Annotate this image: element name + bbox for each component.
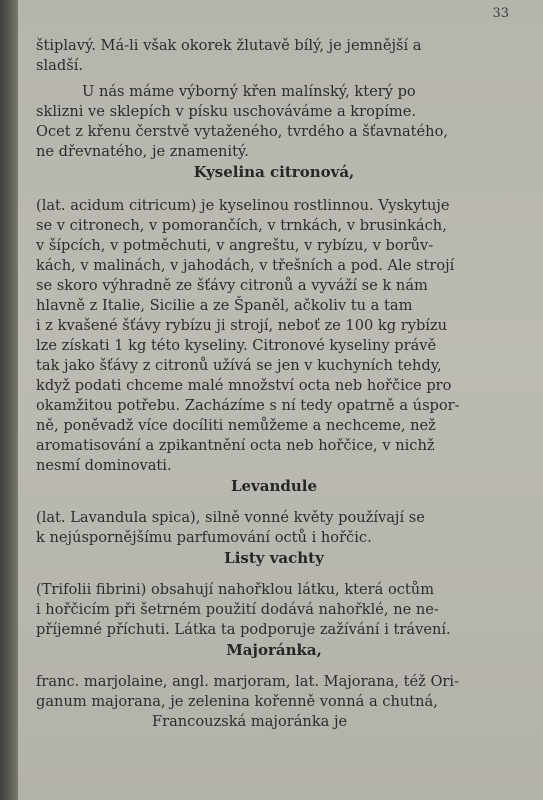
section-body (36, 508, 512, 548)
text-line: příjemné příchuti. Látka ta podporuje zažívání i trávení. (36, 621, 451, 638)
section-body (36, 672, 512, 732)
page-content (36, 36, 512, 732)
page-number: 33 (492, 6, 509, 21)
text-line: Ocet z křenu čerstvě vytaženého, tvrdého a šťavnatého, (36, 123, 448, 140)
section-heading: Levandule (230, 477, 318, 495)
text-line: i hořčicím při šetrném použití dodává nahořklé, ne ne- (36, 601, 439, 618)
text-line: se skoro výhradně ze šťávy citronů a vyváží se k nám (36, 277, 428, 294)
section-body (36, 196, 512, 476)
section-heading: Listy vachty (224, 549, 324, 567)
text-line: když podati chceme malé množství octa neb hořčice pro (36, 377, 452, 394)
text-line: (Trifolii fibrini) obsahují nahořklou látku, která octům (36, 581, 435, 598)
text-line: lze získati 1 kg této kyseliny. Citronové kyseliny právě (36, 337, 437, 354)
text-line: tak jako šťávy z citronů užívá se jen v kuchyních tehdy, (36, 357, 442, 374)
text-line: okamžitou potřebu. Zacházíme s ní tedy opatrně a úspor- (36, 397, 460, 414)
section-body (36, 580, 512, 640)
text-line: aromatisování a zpikantnění octa neb hořčice, v nichž (36, 437, 435, 454)
text-line: (lat. Lavandula spica), silně vonné květy používají se (36, 509, 425, 526)
book-page (18, 0, 543, 800)
text-line: nesmí dominovati. (36, 457, 172, 474)
text-line: sladší. (36, 57, 83, 74)
text-line: sklizni ve sklepích v písku uschováváme a kropíme. (36, 103, 417, 120)
text-line: hlavně z Italie, Sicilie a ze Španěl, ačkoliv tu a tam (36, 297, 413, 314)
text-line: se v citronech, v pomorančích, v trnkách, v brusinkách, (36, 217, 447, 234)
intro-paragraph (36, 36, 512, 76)
text-line: ně, poněvadž více docíliti nemůžeme a nechceme, než (36, 417, 436, 434)
text-line: ne dřevnatého, je znamenitý. (36, 143, 249, 160)
text-line: Francouzská majoránka je (36, 713, 348, 730)
text-line: U nás máme výborný křen malínský, který po (82, 83, 416, 100)
section-heading: Majoránka, (226, 641, 322, 659)
text-line: ganum majorana, je zelenina kořenně vonná a chutná, (36, 693, 438, 710)
text-line: franc. marjolaine, angl. marjoram, lat. Majorana, též Ori- (36, 673, 459, 690)
text-line: (lat. acidum citricum) je kyselinou rostlinnou. Vyskytuje (36, 197, 450, 214)
intro-paragraph-2 (36, 82, 512, 162)
text-line: k nejúspornějšímu parfumování octů i hořčic. (36, 529, 372, 546)
text-line: kách, v malinách, v jahodách, v třešních a pod. Ale strojí (36, 257, 455, 274)
text-line: štiplavý. Má-li však okorek žlutavě bílý, je jemnější a (36, 37, 422, 54)
text-line: v šípcích, v potměchuti, v angreštu, v rybízu, v borův- (36, 237, 434, 254)
text-line: i z kvašené šťávy rybízu ji strojí, neboť ze 100 kg rybízu (36, 317, 448, 334)
section-heading: Kyselina citronová, (193, 163, 355, 181)
